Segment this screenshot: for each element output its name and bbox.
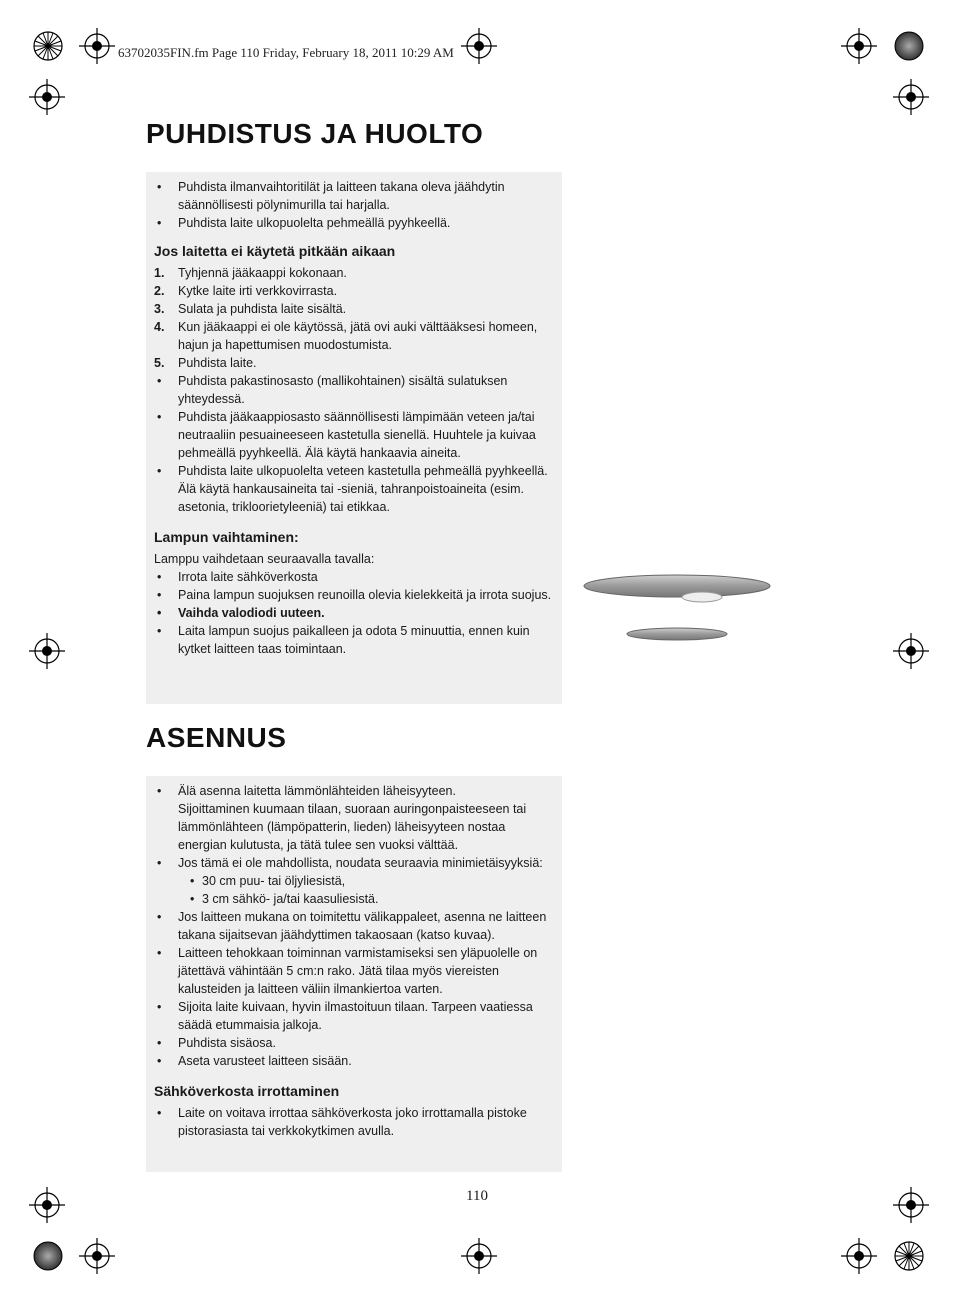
reg-mark — [29, 79, 65, 115]
star-mark-top-left — [34, 32, 62, 60]
list-item — [154, 282, 554, 300]
star-mark-bottom-right — [895, 1242, 923, 1270]
step-number: 4. — [154, 320, 165, 334]
item-text: Sijoittaminen kuumaan tilaan, suoraan auringonpaisteeseen tai lämmönlähteen (lämpöpatterin, lieden) läheisyyteen nostaa energian kulutusta, ja tätä tulee sen vuoksi välttää. — [178, 802, 527, 852]
section-title-cleaning: PUHDISTUS JA HUOLTO — [146, 118, 484, 149]
cleaning-bullets-2 — [154, 372, 554, 480]
list-item: • Laitteen tehokkaan toiminnan varmistamiseksi sen yläpuolelle on jätettävä vähintään 5 cm:n rako. Jätä tilaa myös viereisten kalusteiden ja laitteen väliin ilmankiertoa varten. — [154, 944, 554, 998]
file-header: 63702035FIN.fm Page 110 Friday, February 18, 2011 10:29 AM — [118, 45, 454, 60]
step-text: Kun jääkaappi ei ole käytössä, jätä ovi auki välttääksesi homeen, hajun ja hapettumisen muodostumista. — [178, 320, 538, 352]
shaded-disc — [34, 1242, 62, 1270]
reg-mark — [29, 1187, 65, 1223]
list-item: • Laite on voitava irrottaa sähköverkosta joko irrottamalla pistoke pistorasiasta tai verkkokytkimen avulla. — [154, 1104, 554, 1140]
list-item: • Jos laitteen mukana on toimitettu välikappaleet, asenna ne laitteen takana sijaitsevan jäähdyttimen takaosaan (katso kuvaa). — [154, 908, 554, 944]
subheading-disconnect: Sähköverkosta irrottaminen — [154, 1083, 340, 1099]
steps-list — [154, 264, 554, 372]
step-number: 5. — [154, 356, 165, 370]
lamp-cover-illustration — [582, 572, 782, 657]
installation-panel — [146, 776, 562, 1172]
reg-mark — [841, 1238, 877, 1274]
step-text: Puhdista laite. — [178, 356, 257, 370]
reg-mark — [841, 28, 877, 64]
list-item: • Laita lampun suojus paikalleen ja odota 5 minuuttia, ennen kuin kytket laitteen taas toimintaan. — [154, 622, 554, 658]
list-item — [154, 354, 554, 372]
item-text: • Jos tämä ei ole mahdollista, noudata seuraavia minimietäisyyksiä: — [178, 856, 543, 870]
reg-mark — [893, 1187, 929, 1223]
subheading-lamp: Lampun vaihtaminen: — [154, 529, 299, 545]
reg-mark — [461, 1238, 497, 1274]
list-item: • Puhdista pakastinosasto (mallikohtainen) sisältä sulatuksen yhteydessä. — [154, 372, 554, 408]
cleaning-bullets — [154, 178, 554, 232]
lamp-intro: Lamppu vaihdetaan seuraavalla tavalla: — [154, 552, 375, 566]
reg-mark — [29, 633, 65, 669]
disconnect-list — [154, 1104, 554, 1140]
list-item — [154, 854, 554, 908]
list-item: • Puhdista sisäosa. — [154, 1034, 554, 1052]
cleaning-panel — [146, 172, 562, 704]
list-item: • Puhdista ilmanvaihtoritilät ja laitteen takana oleva jäähdytin säännöllisesti pölynimurilla tai harjalla. — [154, 178, 554, 214]
list-item: • Vaihda valodiodi uuteen. — [154, 604, 554, 622]
list-item — [154, 300, 554, 318]
reg-mark — [79, 1238, 115, 1274]
installation-list — [154, 782, 554, 1070]
list-item: • Aseta varusteet laitteen sisään. — [154, 1052, 554, 1070]
list-item — [154, 264, 554, 282]
step-number: 3. — [154, 302, 165, 316]
step-text: Tyhjennä jääkaappi kokonaan. — [178, 266, 347, 280]
step-text: Kytke laite irti verkkovirrasta. — [178, 284, 338, 298]
list-item: • Irrota laite sähköverkosta — [154, 568, 554, 586]
list-item: • 3 cm sähkö- ja/tai kaasuliesistä. — [188, 890, 554, 908]
list-item — [154, 782, 554, 854]
subheading-long-absence: Jos laitetta ei käytetä pitkään aikaan — [154, 243, 396, 259]
list-item: • Puhdista laite ulkopuolelta pehmeällä pyyhkeellä. — [154, 214, 554, 232]
list-item: • Puhdista jääkaappiosasto säännöllisesti lämpimään veteen ja/tai neutraaliin pesuaineeseen kastetulla sienellä. Huuhtele ja kuivaa pehmeällä pyyhkeellä. Älä käytä hankaavia aineita. — [154, 408, 554, 462]
reg-mark — [893, 79, 929, 115]
warning-note: Älä käytä hankausaineita tai -sieniä, tahranpoistoaineita (esim. asetonia, trikloorietyleeniä) tai etikkaa. — [178, 482, 525, 514]
reg-mark — [79, 28, 115, 64]
list-item: • Puhdista laite ulkopuolelta veteen kastetulla pehmeällä pyyhkeellä. — [154, 462, 554, 480]
section-title-installation: ASENNUS — [146, 722, 287, 753]
reg-mark — [893, 633, 929, 669]
distance-list — [178, 872, 554, 908]
step-number: 2. — [154, 284, 165, 298]
step-text: Sulata ja puhdista laite sisältä. — [178, 302, 347, 316]
list-item: • Paina lampun suojuksen reunoilla olevia kielekkeitä ja irrota suojus. — [154, 586, 554, 604]
reg-mark — [461, 28, 497, 64]
step-number: 1. — [154, 266, 165, 280]
page-number: 110 — [466, 1188, 488, 1204]
shaded-disc — [895, 32, 923, 60]
lamp-steps — [154, 568, 554, 658]
list-item: • Sijoita laite kuivaan, hyvin ilmastoituun tilaan. Tarpeen vaatiessa säädä etummaisia jalkoja. — [154, 998, 554, 1034]
item-text: • Älä asenna laitetta lämmönlähteiden läheisyyteen. — [178, 784, 456, 798]
list-item — [154, 318, 554, 354]
list-item: • 30 cm puu- tai öljyliesistä, — [188, 872, 554, 890]
